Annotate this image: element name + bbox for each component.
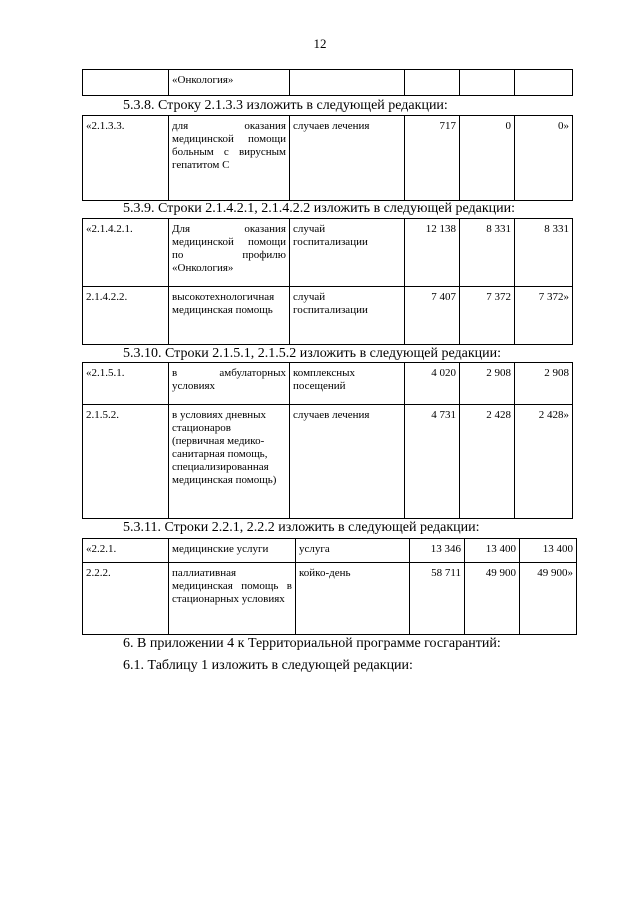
paragraph-6-1: 6.1. Таблицу 1 изложить в следующей редакции: (123, 658, 413, 673)
row-value-1: 7 407 (405, 287, 460, 345)
row-value-1: 4 731 (405, 405, 460, 519)
paragraph-6: 6. В приложении 4 к Территориальной программе госгарантий: (123, 636, 501, 651)
row-unit (290, 70, 405, 96)
row-value-2: 7 372 (460, 287, 515, 345)
row-name: для оказания медицинской помощи больным с вирусным гепатитом С (169, 116, 290, 201)
table-row (83, 539, 577, 563)
table-row (83, 563, 577, 635)
row-code: 2.1.4.2.2. (83, 287, 169, 345)
section-heading-539: 5.3.9. Строки 2.1.4.2.1, 2.1.4.2.2 изложить в следующей редакции: (123, 201, 516, 216)
row-code: 2.2.2. (83, 563, 169, 635)
table-row (83, 116, 573, 201)
row-value-3: 0» (515, 116, 573, 201)
row-value-3: 49 900» (520, 563, 577, 635)
table-2-1-4-2 (82, 218, 573, 345)
row-code (83, 70, 169, 96)
table-row (83, 70, 573, 96)
row-unit: случай госпитализации (290, 219, 405, 287)
row-value-3: 2 908 (515, 363, 573, 405)
section-heading-5311: 5.3.11. Строки 2.2.1, 2.2.2 изложить в следующей редакции: (123, 520, 480, 535)
row-value-2: 8 331 (460, 219, 515, 287)
row-value-1: 13 346 (410, 539, 465, 563)
section-heading-538: 5.3.8. Строку 2.1.3.3 изложить в следующей редакции: (123, 98, 448, 113)
table-row (83, 363, 573, 405)
row-value-3: 2 428» (515, 405, 573, 519)
row-name: Для оказания медицинской помощи по профилю «Онкология» (169, 219, 290, 287)
row-value-3: 13 400 (520, 539, 577, 563)
row-unit: случай госпитализации (290, 287, 405, 345)
row-unit: койко-день (296, 563, 410, 635)
row-name: высокотехнологичная медицинская помощь (169, 287, 290, 345)
row-unit: случаев лечения (290, 405, 405, 519)
row-name: медицинские услуги (169, 539, 296, 563)
row-unit: случаев лечения (290, 116, 405, 201)
row-value-2: 49 900 (465, 563, 520, 635)
row-value-2: 13 400 (465, 539, 520, 563)
row-name: паллиативная медицинская помощь в стационарных условиях (169, 563, 296, 635)
row-value-2 (460, 70, 515, 96)
row-value-2: 0 (460, 116, 515, 201)
row-value-1: 58 711 (410, 563, 465, 635)
row-value-2: 2 428 (460, 405, 515, 519)
row-name: «Онкология» (169, 70, 290, 96)
row-value-2: 2 908 (460, 363, 515, 405)
row-value-1: 717 (405, 116, 460, 201)
table-row (83, 219, 573, 287)
row-unit: услуга (296, 539, 410, 563)
row-code: «2.2.1. (83, 539, 169, 563)
row-code: «2.1.5.1. (83, 363, 169, 405)
table-continuation (82, 69, 573, 96)
table-row (83, 287, 573, 345)
row-code: 2.1.5.2. (83, 405, 169, 519)
table-2-2 (82, 538, 577, 635)
table-2-1-3-3 (82, 115, 573, 201)
row-value-1 (405, 70, 460, 96)
row-name: в амбулаторных условиях (169, 363, 290, 405)
row-unit: комплексных посещений (290, 363, 405, 405)
row-code: «2.1.3.3. (83, 116, 169, 201)
row-code: «2.1.4.2.1. (83, 219, 169, 287)
section-heading-5310: 5.3.10. Строки 2.1.5.1, 2.1.5.2 изложить в следующей редакции: (123, 346, 502, 361)
row-name: в условиях дневных стационаров (первичная медико-санитарная помощь, специализированная медицинская помощь) (169, 405, 290, 519)
row-value-3 (515, 70, 573, 96)
row-value-1: 12 138 (405, 219, 460, 287)
row-value-3: 8 331 (515, 219, 573, 287)
table-row (83, 405, 573, 519)
row-value-1: 4 020 (405, 363, 460, 405)
table-2-1-5 (82, 362, 573, 519)
page-number: 12 (313, 36, 327, 51)
row-value-3: 7 372» (515, 287, 573, 345)
